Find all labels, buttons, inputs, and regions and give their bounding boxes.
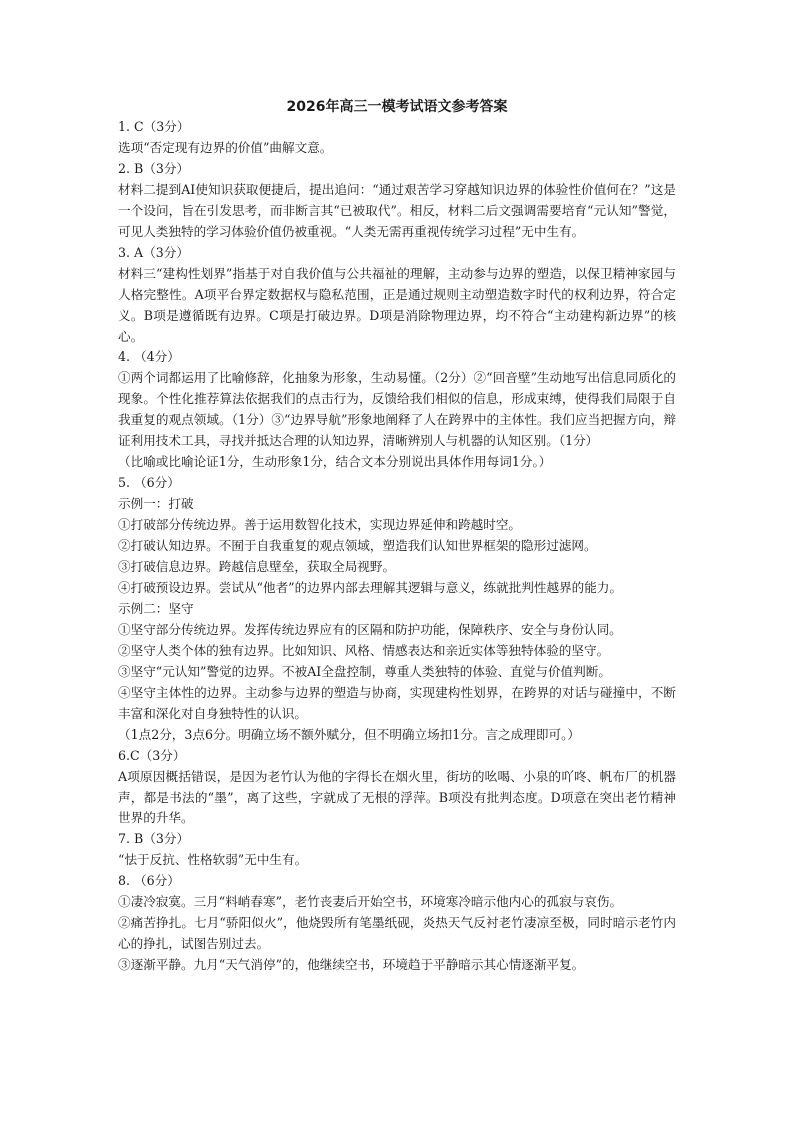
answer-q6-text: A项原因概括错误，是因为老竹认为他的字得长在烟火里，街坊的吆喝、小泉的吖咚、帆布厂的机器声，都是书法的“墨”，离了这些，字就成了无根的浮萍。B项没有批判态度。D项意在突出老竹精神世界的升华。 — [118, 768, 676, 826]
answer-q4-heading: 4. （4分） — [118, 349, 180, 365]
answer-q5-heading: 5. （6分） — [118, 475, 180, 491]
answer-q5-example2: 示例二：坚守 — [118, 600, 194, 616]
answer-q3-text: 材料三“建构性划界”指基于对自我价值与公共福祉的理解，主动参与边界的塑造，以保卫精神家园与人格完整性。A项平台界定数据权与隐私范围，正是通过规则主动塑造数字时代的权利边界，符合定义。B项是遵循既有边界。C项是打破边界。D项是消除物理边界，均不符合“主动建构新边界”的核心。 — [118, 265, 676, 344]
answer-q5-example1: 示例一：打破 — [118, 496, 194, 512]
answer-q5-point: ①打破部分传统边界。善于运用数智化技术，实现边界延伸和跨越时空。 — [118, 517, 521, 533]
answer-q3-heading: 3. A（3分） — [118, 244, 189, 260]
answer-q5-scoring: （1点2分，3点6分。明确立场不额外赋分，但不明确立场扣1分。言之成理即可。） — [118, 726, 580, 742]
answer-q8-heading: 8. （6分） — [118, 873, 180, 889]
answer-q8-point: ②痛苦挣扎。七月“骄阳似火”，他烧毁所有笔墨纸砚，炎热天气反衬老竹凄凉至极，同时暗示老竹内心的挣扎，试图告别过去。 — [118, 915, 676, 952]
answer-q1-text: 选项“否定现有边界的价值”曲解文意。 — [118, 139, 333, 155]
answer-q5-point: ④打破预设边界。尝试从“他者”的边界内部去理解其逻辑与意义，练就批判性越界的能力。 — [118, 579, 623, 595]
answer-q6-heading: 6.C（3分） — [118, 747, 186, 763]
answer-q8-point: ①凄冷寂寞。三月“料峭春寒”，老竹丧妻后开始空书，环境寒冷暗示他内心的孤寂与哀伤。 — [118, 894, 623, 910]
answer-q2-heading: 2. B（3分） — [118, 160, 190, 176]
answer-q5-point: ③坚守“元认知”警觉的边界。不被AI全盘控制，尊重人类独特的体验、直觉与价值判断。 — [118, 663, 611, 679]
answer-q5-point: ①坚守部分传统边界。发挥传统边界应有的区隔和防护功能，保障秩序、安全与身份认同。 — [118, 621, 622, 637]
answer-q2-text: 材料二提到AI使知识获取便捷后，提出追问：“通过艰苦学习穿越知识边界的体验性价值何在？”这是一个设问，旨在引发思考，而非断言其“已被取代”。相反，材料二后文强调需要培育“元认知”警觉，可见人类独特的学习体验价值仍被重视。“人类无需再重视传统学习过程”无中生有。 — [118, 181, 676, 239]
answer-q4-text: ①两个词都运用了比喻修辞，化抽象为形象，生动易懂。（2分）②“回音壁”生动地写出信息同质化的现象。个性化推荐算法依据我们的点击行为，反馈给我们相似的信息，形成束缚，使得我们局限于自我重复的观点领域。（1分）③“边界导航”形象地阐释了人在跨界中的主体性。我们应当把握方向，辩证利用技术工具，寻找并抵达合理的认知边界，清晰辨别人与机器的认知区别。（1分） — [118, 370, 676, 449]
answer-list — [118, 117, 676, 976]
answer-q1-heading: 1. C（3分） — [118, 119, 190, 134]
answer-q7-heading: 7. B（3分） — [118, 831, 190, 847]
page-title: 2026年高三一模考试语文参考答案 — [286, 99, 508, 115]
answer-q8-point: ③逐渐平静。九月“天气消停”的，他继续空书，环境趋于平静暗示其心情逐渐平复。 — [118, 957, 585, 973]
answer-q4-scoring: （比喻或比喻论证1分，生动形象1分，结合文本分别说出具体作用每词1分。） — [118, 454, 552, 470]
answer-q5-point: ②坚守人类个体的独有边界。比如知识、风格、情感表达和亲近实体等独特体验的坚守。 — [118, 642, 610, 658]
answer-q5-point: ④坚守主体性的边界。主动参与边界的塑造与协商，实现建构性划界，在跨界的对话与碰撞中，不断丰富和深化对自身独特性的认识。 — [118, 684, 676, 721]
answer-q5-point: ②打破认知边界。不囿于自我重复的观点领域，塑造我们认知世界框架的隐形过滤网。 — [118, 538, 597, 554]
answer-q7-text: “怯于反抗、性格软弱”无中生有。 — [118, 852, 308, 868]
answer-q5-point: ③打破信息边界。跨越信息壁垒，获取全局视野。 — [118, 559, 396, 575]
